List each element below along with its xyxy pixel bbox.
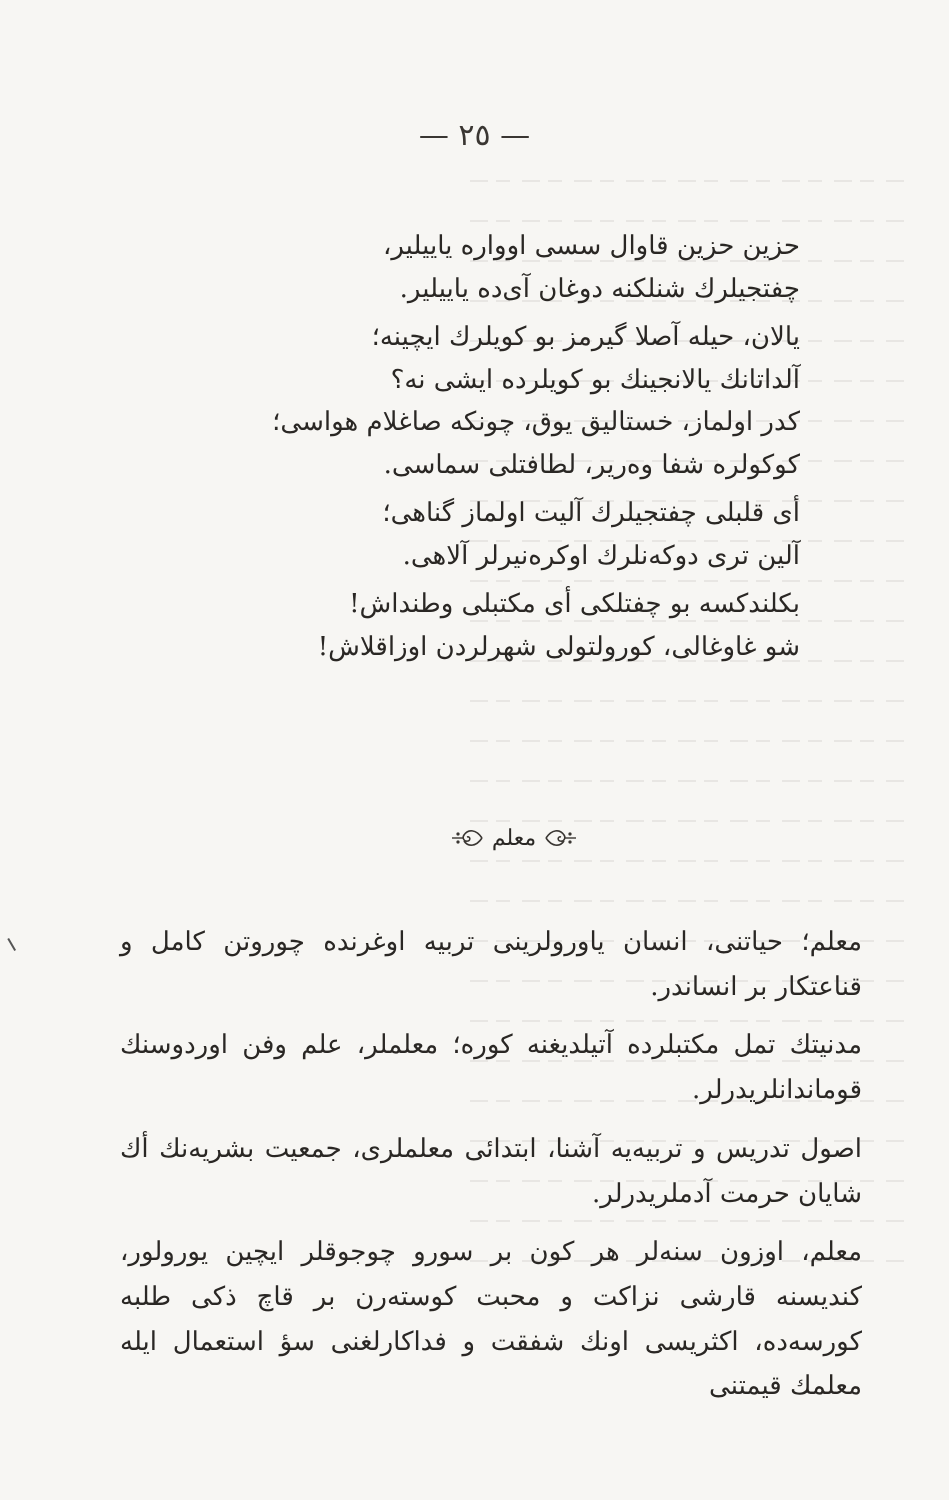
fleuron-left-icon bbox=[450, 825, 484, 851]
poem-line: چفتجیلرك شنلكنه دوغان آی‌ده یاییلیر. bbox=[399, 273, 800, 304]
poem-line: کوکولره شفا وه‌ریر، لطافتلی سماسی. bbox=[383, 449, 800, 480]
poem-line: شو غاوغالی، کورولتولی شهرلردن اوزاقلاش! bbox=[317, 631, 800, 662]
paragraph: معلم؛ حیاتنی، انسان یاورولرینی تربیه اوغرنده چوروتن کامل و قناعتکار بر انساندر. bbox=[120, 927, 862, 1002]
paragraph: مدنیتك تمل مکتبلرده آتیلدیغنه کوره؛ معلملر، علم وفن اوردوسنك قوماندانلریدرلر. bbox=[120, 1030, 862, 1106]
poem-line: یالان، حیله آصلا گیرمز بو کویلرك ایچینه؛ bbox=[371, 322, 800, 352]
paragraph: معلم، اوزون سنه‌لر هر کون بر سورو چوجوقلر ایچین یورولور، کندیسنه قارشی نزاکت و محبت کوسته‌رن بر قاچ ذکی طلبه کورسه‌ده، اکثریسی اونك شفقت و فداکارلغنی سؤ استعمال ایله معلمك قیمتنی bbox=[120, 1237, 862, 1402]
poem-line: کدر اولماز، خستالیق یوق، چونکه صاغلام هواسی؛ bbox=[272, 407, 800, 437]
paragraph: اصول تدریس و تربیه‌یه آشنا، ابتدائی معلملری، جمعیت بشریه‌نك أك شایان حرمت آدملریدرلر. bbox=[120, 1133, 862, 1209]
poem-line: بکلندکسه بو چفتلکی أی مکتبلی وطنداش! bbox=[349, 589, 800, 619]
section-heading-ornament bbox=[444, 818, 584, 858]
poem-line: آلداتانك یالانجینك بو کویلرده ایشی نه؟ bbox=[390, 364, 800, 395]
page-number: — ٢٥ — bbox=[418, 118, 531, 153]
margin-mark bbox=[7, 933, 24, 951]
section-heading: معلم bbox=[491, 825, 537, 851]
poem-line: أی قلبلی چفتجیلرك آلیت اولماز گناهی؛ bbox=[382, 498, 800, 528]
prose-body bbox=[120, 920, 862, 1423]
fleuron-right-icon bbox=[544, 825, 578, 851]
poem-line: آلین تری دوکه‌نلرك اوکره‌نیرلر آلاهی. bbox=[402, 540, 800, 571]
poem bbox=[240, 228, 800, 671]
poem-line: حزین حزین قاوال سسی اوواره یاییلیر، bbox=[382, 231, 800, 261]
